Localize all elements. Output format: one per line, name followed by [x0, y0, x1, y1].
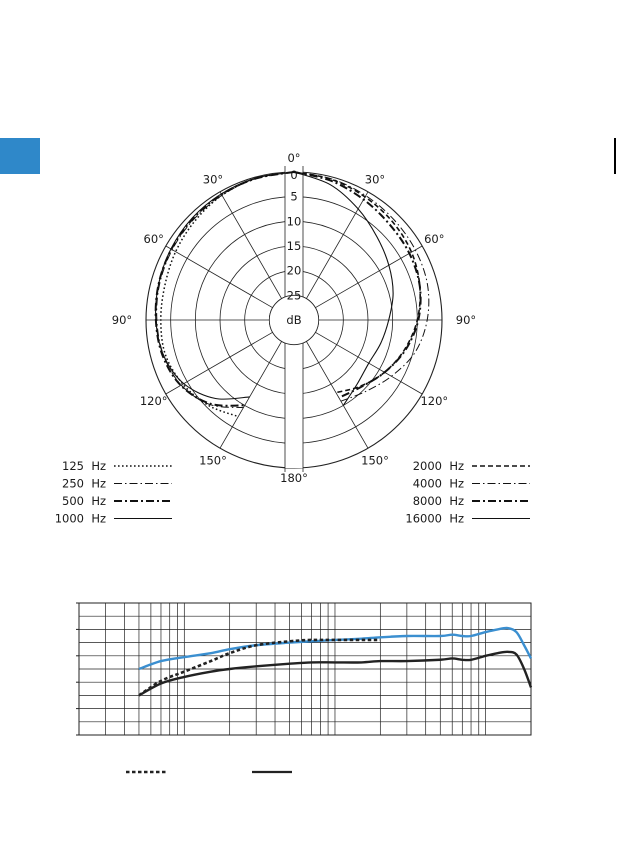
- db-ring-label: 10: [286, 214, 302, 229]
- angle-label-left: 90°: [111, 313, 133, 327]
- db-ring-label: 15: [286, 239, 302, 253]
- polar-series-500-Hz: [156, 172, 294, 406]
- angle-label-left: 30°: [202, 172, 224, 187]
- angle-label-left: 60°: [143, 232, 164, 246]
- series-dashed: [139, 640, 380, 696]
- legend-left-freq: 1000: [54, 511, 84, 526]
- legend-right-freq: 4000: [412, 476, 442, 491]
- db-ring-label: 20: [286, 263, 302, 278]
- db-ring-label: 5: [290, 189, 298, 204]
- angle-label-right: 90°: [455, 313, 477, 327]
- legend-right-unit: Hz: [449, 494, 464, 508]
- legend-right-unit: Hz: [449, 459, 464, 473]
- angle-label-right: 30°: [364, 172, 386, 187]
- polar-series-250-Hz: [157, 172, 294, 408]
- legend-left-unit: Hz: [91, 459, 106, 473]
- angle-label-0: 0°: [287, 151, 301, 165]
- polar-series-125-Hz: [161, 172, 294, 417]
- legend-right-freq: 8000: [412, 494, 442, 508]
- legend-right-unit: Hz: [449, 476, 464, 491]
- db-unit-label: dB: [286, 313, 302, 327]
- legend-left-unit: Hz: [91, 494, 106, 508]
- legend-left-freq: 125: [62, 459, 84, 473]
- legend-left-freq: 500: [62, 494, 84, 508]
- angle-label-right: 150°: [361, 453, 389, 468]
- polar-series-8000-Hz: [294, 172, 421, 398]
- db-ring-label: 25: [286, 288, 302, 303]
- legend-left-freq: 250: [62, 476, 84, 491]
- angle-label-right: 60°: [424, 232, 445, 246]
- legend-right-freq: 16000: [405, 511, 442, 526]
- legend-left-unit: Hz: [91, 476, 106, 491]
- frequency-response-chart: [0, 560, 618, 860]
- polar-series-4000-Hz: [294, 172, 429, 401]
- legend-left-unit: Hz: [91, 511, 106, 526]
- db-ring-label: 0: [290, 168, 298, 182]
- legend-right-freq: 2000: [412, 459, 442, 473]
- angle-label-left: 120°: [139, 394, 168, 408]
- legend-right-unit: Hz: [449, 511, 464, 526]
- angle-label-right: 120°: [420, 394, 449, 408]
- polar-series-2000-Hz: [294, 172, 420, 393]
- angle-label-left: 150°: [199, 453, 227, 468]
- angle-label-180: 180°: [280, 471, 308, 485]
